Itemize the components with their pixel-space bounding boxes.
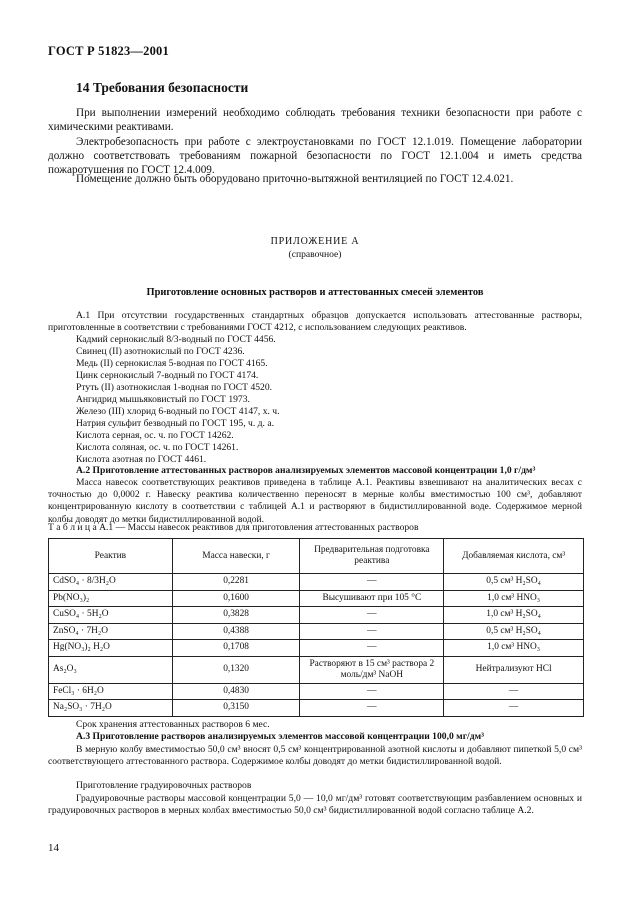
reagent-item: Свинец (II) азотнокислый по ГОСТ 4236. [76, 346, 245, 357]
table-row [49, 683, 584, 700]
clause-a1: А.1 При отсутствии государственных стандартных образцов допускается использовать аттестованные растворы, приготовленные в соответствии с требованиями ГОСТ 4212, с использованием следующих реактивов. [48, 310, 582, 334]
reagent-item: Ангидрид мышьяковистый по ГОСТ 1973. [76, 394, 250, 405]
table-cell: — [300, 700, 444, 717]
appendix-kind: (справочное) [288, 249, 342, 260]
table-row [49, 640, 584, 657]
table-cell: — [300, 623, 444, 640]
table-cell: Hg(NO₃)₂ H₂O [49, 640, 173, 657]
safety-paragraph-1: При выполнении измерений необходимо соблюдать требования техники безопасности при работе с химическими реактивами. [48, 107, 582, 134]
reagent-item: Кислота соляная, ос. ч. по ГОСТ 14261. [76, 442, 239, 453]
table-cell: — [300, 607, 444, 624]
reagent-item: Кислота азотная по ГОСТ 4461. [76, 454, 207, 465]
table-cell: CuSO₄ · 5H₂O [49, 607, 173, 624]
reagent-item: Цинк сернокислый 7-водный по ГОСТ 4174. [76, 370, 259, 381]
reagent-item: Кислота серная, ос. ч. по ГОСТ 14262. [76, 430, 234, 441]
storage-note: Срок хранения аттестованных растворов 6 мес. [76, 719, 270, 730]
table-caption: Т а б л и ц а А.1 — Массы навесок реактивов для приготовления аттестованных растворов [48, 522, 419, 533]
table-cell: — [300, 683, 444, 700]
table-row [49, 656, 584, 683]
table-row [49, 623, 584, 640]
table-row [49, 590, 584, 607]
reagent-item: Медь (II) сернокислая 5-водная по ГОСТ 4165. [76, 358, 268, 369]
table-cell: Нейтрализуют HCl [444, 656, 584, 683]
appendix-title: Приготовление основных растворов и аттестованных смесей элементов [146, 287, 484, 298]
section-title: 14 Требования безопасности [76, 80, 249, 95]
standard-header: ГОСТ Р 51823—2001 [48, 44, 169, 58]
grad-title: Приготовление градуировочных растворов [76, 780, 252, 791]
table-cell: 0,3150 [172, 700, 300, 717]
safety-paragraph-2: Электробезопасность при работе с электроустановками по ГОСТ 12.1.019. Помещение лаборатории должно соответствовать требованиям пожарной безопасности по ГОСТ 12.1.004 и иметь средства пожаротушения по ГОСТ 12.4.009. [48, 136, 582, 177]
table-cell: Растворяют в 15 см³ раствора 2 моль/дм³ NaOH [300, 656, 444, 683]
column-header: Добавляемая кислота, см³ [444, 539, 584, 574]
table-row [49, 607, 584, 624]
table-cell: 0,2281 [172, 574, 300, 591]
table-cell: Pb(NO₃)₂ [49, 590, 173, 607]
table-cell: 0,5 см³ H₂SO₄ [444, 574, 584, 591]
reagent-item: Железо (III) хлорид 6-водный по ГОСТ 4147, х. ч. [76, 406, 280, 417]
reagent-item: Ртуть (II) азотнокислая 1-водная по ГОСТ 4520. [76, 382, 273, 393]
grad-text: Градуировочные растворы массовой концентрации 5,0 — 10,0 мг/дм³ готовят соответствующим разбавлением основных и градуировочных растворов в мерных колбах вместимостью 50,0 см³ бидистиллированной водой согласно таблице А.2. [48, 793, 582, 817]
table-header-row [49, 539, 584, 574]
page-number: 14 [48, 842, 59, 854]
reagent-item: Кадмий сернокислый 8/3-водный по ГОСТ 4456. [76, 334, 276, 345]
table-cell: 1,0 см³ HNO₃ [444, 640, 584, 657]
table-cell: Na₂SO₃ · 7H₂O [49, 700, 173, 717]
column-header: Масса навески, г [172, 539, 300, 574]
table-row [49, 700, 584, 717]
reagent-item: Натрия сульфит безводный по ГОСТ 195, ч. д. а. [76, 418, 274, 429]
table-cell: — [444, 700, 584, 717]
table-cell: CdSO₄ · 8/3H₂O [49, 574, 173, 591]
table-cell: 0,4830 [172, 683, 300, 700]
table-cell: As₂O₃ [49, 656, 173, 683]
table-cell: 1,0 см³ H₂SO₄ [444, 607, 584, 624]
reagent-mass-table [48, 538, 584, 717]
clause-a3-text: В мерную колбу вместимостью 50,0 см³ вносят 0,5 см³ концентрированной азотной кислоты и добавляют пипеткой 5,0 см³ соответствующего аттестованного раствора. Содержимое колбы доводят до метки бидистиллированной водой. [48, 744, 582, 768]
table-cell: — [300, 640, 444, 657]
column-header: Предварительная подготовка реактива [300, 539, 444, 574]
table-cell: 0,4388 [172, 623, 300, 640]
clause-a3-title: А.3 Приготовление растворов анализируемых элементов массовой концентрации 100,0 мг/дм³ [76, 731, 484, 742]
table-cell: — [444, 683, 584, 700]
safety-paragraph-3: Помещение должно быть оборудовано приточно-вытяжной вентиляцией по ГОСТ 12.4.021. [76, 173, 514, 185]
clause-a2-title: А.2 Приготовление аттестованных растворов анализируемых элементов массовой концентрации 1,0 г/дм³ [76, 465, 536, 476]
table-cell: ZnSO₄ · 7H₂O [49, 623, 173, 640]
table-cell: 0,3828 [172, 607, 300, 624]
table-cell: 0,1320 [172, 656, 300, 683]
table-cell: 1,0 см³ HNO₃ [444, 590, 584, 607]
table-cell: 0,1708 [172, 640, 300, 657]
table-cell: FeCl₃ · 6H₂O [49, 683, 173, 700]
table-cell: Высушивают при 105 °С [300, 590, 444, 607]
column-header: Реактив [49, 539, 173, 574]
table-cell: 0,5 см³ H₂SO₄ [444, 623, 584, 640]
clause-a2-text: Масса навесок соответствующих реактивов приведена в таблице А.1. Реактивы взвешивают на аналитических весах с точностью до 0,0002 г. Навеску реактива количественно переносят в мерные колбы вместимостью 100 см³, добавляют концентрированную кислоту в соответствии с таблицей А.1 и растворяют в бидистиллированной воде. Содержимое мерной колбы доводят до метки бидистиллированной водой. [48, 477, 582, 525]
table-row [49, 574, 584, 591]
table-cell: — [300, 574, 444, 591]
table-cell: 0,1600 [172, 590, 300, 607]
appendix-label: ПРИЛОЖЕНИЕ А [270, 236, 360, 247]
